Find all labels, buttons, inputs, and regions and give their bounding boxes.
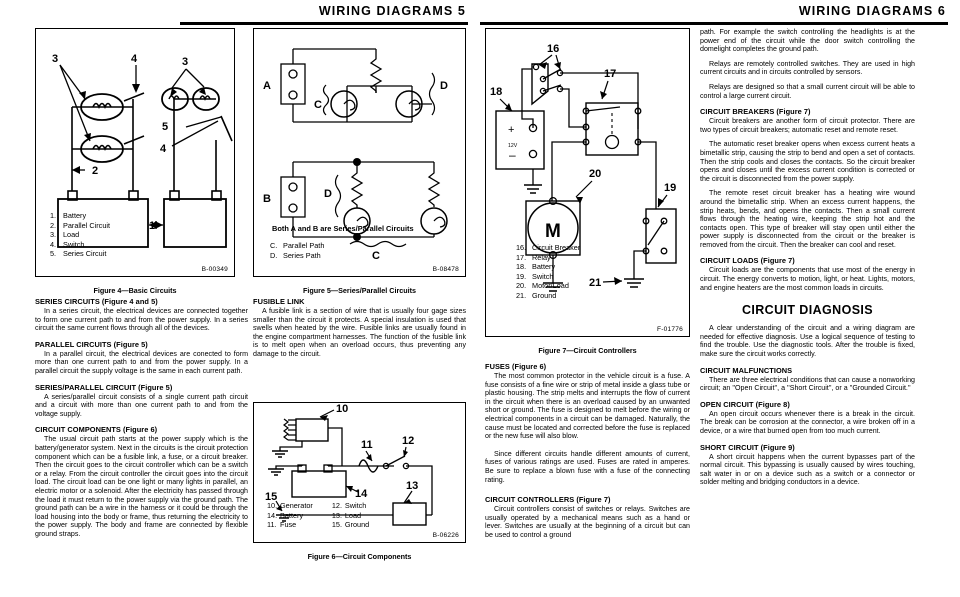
running-head-right xyxy=(480,4,954,26)
legend-item: 2. Parallel Circuit xyxy=(50,220,111,230)
figure-5-frame xyxy=(253,28,466,277)
svg-text:+: + xyxy=(508,124,515,136)
body-circuit-malfunctions: There are three electrical conditions that can cause a nonworking circuit; an ''Open Circuit'', a ''Short Circuit'', or a ''Grounded Circuit.'' xyxy=(700,375,915,393)
svg-text:16: 16 xyxy=(547,43,560,55)
body-short-circuit: A short circuit happens when the current bypasses part of the normal circuit. This bypassing is usually caused by wires touching, salt water in or on a device such as a switch or a connector or solder melting and bridging conductors in a device. xyxy=(700,452,915,487)
body-circuit-loads: Circuit loads are the components that use most of the energy in circuit. The energy converts to motion, light, or heat. Lights, motors, and engine heaters are the most common loads in circuits. xyxy=(700,266,915,292)
svg-text:B: B xyxy=(263,193,271,205)
heading-circuit-breakers: CIRCUIT BREAKERS (Figure 7) xyxy=(700,107,811,117)
figure-7-legend xyxy=(516,243,580,301)
running-head-left xyxy=(180,4,474,26)
svg-text:1: 1 xyxy=(149,220,156,232)
running-head-right-title: WIRING DIAGRAMS 6 xyxy=(798,4,946,18)
figure-4-frame xyxy=(35,28,235,277)
svg-text:2: 2 xyxy=(92,165,99,177)
legend-item: 20. Motor/Load xyxy=(516,281,569,291)
svg-text:–: – xyxy=(509,148,516,162)
heading-open-circuit: OPEN CIRCUIT (Figure 8) xyxy=(700,399,790,409)
svg-text:4: 4 xyxy=(160,143,167,155)
figure-4-caption: Figure 4—Basic Circuits xyxy=(93,286,177,295)
legend-item: 19. Switch xyxy=(516,271,554,281)
svg-text:14: 14 xyxy=(355,488,368,500)
svg-text:10: 10 xyxy=(336,403,349,415)
figure-5-drawing xyxy=(254,29,464,275)
text-column-3 xyxy=(485,362,690,546)
legend-item: 21. Ground xyxy=(516,290,557,300)
text-column-2 xyxy=(253,297,466,365)
body-open-circuit: An open circuit occurs whenever there is a break in the circuit. The break can be corrosion at the connector, a wire broken off in a device, or a wire that burned open from too much current. xyxy=(700,409,915,435)
svg-text:12: 12 xyxy=(402,435,415,447)
svg-text:19: 19 xyxy=(664,182,677,194)
heading-circuit-components: CIRCUIT COMPONENTS (Figure 6) xyxy=(35,425,158,435)
figure-5-note: Both A and B are Series/Parallel Circuits xyxy=(272,224,414,233)
svg-text:3: 3 xyxy=(182,56,189,68)
legend-item: 5. Series Circuit xyxy=(50,249,107,259)
text-column-4 xyxy=(700,28,915,493)
svg-text:C: C xyxy=(314,99,322,111)
svg-text:20: 20 xyxy=(589,168,602,180)
body-parallel-circuits: In a parallel circuit, the electrical devices are conected to form more than one current path to and from the power supply. In a parallel circuit the supply voltage is the same in each current path. xyxy=(35,349,248,375)
figure-6-legend-left xyxy=(267,501,313,530)
battery-voltage-label: 12V xyxy=(508,143,518,149)
legend-item: C. Parallel Path xyxy=(270,241,325,250)
legend-item: 3. Load xyxy=(50,230,80,240)
legend-item: 16. Circuit Breaker xyxy=(516,243,581,252)
body-fuses-1: The most common protector in the vehicle circuit is a fuse. A fuse consists of a fine wire or strip of metal inside a glass tube or plastic housing. The strip melts and interrupts the flow of current in the circuit when there is an overload caused by an unwanted short or ground. The fuse is designed to melt before the wiring or electrical components in a circuit can be damaged. Naturally, the cause must be located and corrected before the fuse is replaced or the new fuse will also blow. xyxy=(485,372,690,441)
svg-text:5: 5 xyxy=(162,121,169,133)
figure-7-caption: Figure 7—Circuit Controllers xyxy=(538,346,637,355)
svg-text:C: C xyxy=(372,250,380,262)
legend-item: D. Series Path xyxy=(270,250,321,260)
running-head-left-rule xyxy=(180,22,468,25)
text-column-1 xyxy=(35,297,248,544)
figure-5-code: B-08478 xyxy=(432,266,459,273)
legend-item: 18. Battery xyxy=(516,262,556,272)
heading-fusible-link: FUSIBLE LINK xyxy=(253,297,305,306)
svg-text:17: 17 xyxy=(604,68,617,80)
svg-text:A: A xyxy=(263,80,271,92)
heading-fuses: FUSES (Figure 6) xyxy=(485,362,547,371)
legend-item: 10. Generator xyxy=(267,501,313,510)
body-controllers-cont-3: Relays are designed so that a small current circuit will be able to control a large current circuit. xyxy=(700,82,915,100)
body-circuit-components: The usual circuit path starts at the power supply which is the battery/generator system. Next in the circuits is the circuit protection component which can be a fusible link, a fuse, or a circuit breaker. Then the circuit goes to the circuit controller which can be a switch or a relay. From the circuit controller the circuit goes into the circuit load. The circuit load can be one light or many lights in parallel, an electric motor or a solenoid. After the electricity has passed through the load it must return to the power supply via the ground path. The ground path can be a wire in the harness or it could be through the load housing into the body or frame, thus returning the electricity to the power supply. The body and frame are connected by flexible ground straps. xyxy=(35,435,248,538)
heading-series-circuits: SERIES CIRCUITS (Figure 4 and 5) xyxy=(35,297,158,306)
heading-circuit-controllers: CIRCUIT CONTROLLERS (Figure 7) xyxy=(485,495,611,505)
heading-parallel-circuits: PARALLEL CIRCUITS (Figure 5) xyxy=(35,339,148,349)
svg-text:15: 15 xyxy=(265,491,278,503)
svg-text:18: 18 xyxy=(490,86,503,98)
figure-5-caption: Figure 5—Series/Parallel Circuits xyxy=(302,286,417,295)
legend-item: 17. Relay xyxy=(516,252,551,262)
body-controllers-cont-1: path. For example the switch controlling the headlights is at the power end of the circuit while the door switch controlling the domelight completes the ground path. xyxy=(700,28,915,54)
body-fusible-link: A fusible link is a section of wire that is usually four gage sizes smaller than the circuit it protects. A special insulation is used that swells when heated by the wire. Fusible links are usually found in the engine compartment harnesses. The function of the fusible link is to melt open when an overload occurs, thus preventing any damage to the circuit. xyxy=(253,307,466,358)
heading-circuit-malfunctions: CIRCUIT MALFUNCTIONS xyxy=(700,365,793,375)
running-head-right-rule xyxy=(480,22,948,25)
svg-text:13: 13 xyxy=(406,480,419,492)
body-circuit-breakers-2: The automatic reset breaker opens when excess current heats a bimetallic strip, causing the strip to bend and open a set of contacts. Then the strip cools and closes the contacts. So the circuit breaker opens and closes until the excess current condition is corrected or the circuit is disconnected from the power supply. xyxy=(700,140,915,183)
figure-6-frame xyxy=(253,402,466,543)
heading-circuit-loads: CIRCUIT LOADS (Figure 7) xyxy=(700,256,795,266)
figure-4-legend xyxy=(50,211,110,259)
heading-series-parallel-circuit: SERIES/PARALLEL CIRCUIT (Figure 5) xyxy=(35,382,173,392)
body-series-circuits: In a series circuit, the electrical devices are connected together to form one current path to and from the power supply. In a series circuit the same current flows through all of the devices. xyxy=(35,307,248,333)
svg-text:D: D xyxy=(324,188,332,200)
svg-text:D: D xyxy=(440,80,448,92)
running-head-left-title: WIRING DIAGRAMS 5 xyxy=(318,4,466,18)
svg-text:11: 11 xyxy=(361,439,373,451)
svg-text:3: 3 xyxy=(52,53,59,65)
legend-item: 1. Battery xyxy=(50,211,87,220)
figure-6-code: B-06226 xyxy=(432,532,459,539)
body-series-parallel-circuit: A series/parallel circuit consists of a single current path circuit and a circuit with more than one current path to and from the voltage supply. xyxy=(35,392,248,418)
figure-6-legend xyxy=(267,501,369,530)
legend-item: 14. Battery xyxy=(267,510,304,520)
figure-5-legend xyxy=(270,241,324,260)
legend-item: 15. Ground xyxy=(331,520,370,530)
heading-circuit-diagnosis: CIRCUIT DIAGNOSIS xyxy=(741,303,874,318)
svg-text:21: 21 xyxy=(589,277,602,289)
page-right xyxy=(480,0,960,597)
figure-6-caption: Figure 6—Circuit Components xyxy=(307,552,412,561)
body-fuses-2: Since different circuits handle different amounts of current, fuses of various ratings are used. Fuses are rated in amperes. Be sure to replace a blown fuse with a fuse of the connecting rating. xyxy=(485,449,690,484)
figure-7-code: F-01776 xyxy=(657,326,683,333)
figure-6-legend-right xyxy=(332,501,369,530)
body-circuit-breakers-3: The remote reset circuit breaker has a heating wire wound around the bimetallic strip. When an excess current happens, the strip heats, bends, and opens the contacts. Then a small current flows through the heating wire, keeping the strip hot and the contacts open. This type of breaker will stay open until either the power supply is disconnected from the circuit or the breaker is removed from the circuit. Then the breaker can cool and reset. xyxy=(700,189,915,249)
motor-symbol-label: M xyxy=(545,221,561,242)
figure-7-frame xyxy=(485,28,690,337)
heading-short-circuit: SHORT CIRCUIT (Figure 9) xyxy=(700,442,795,452)
body-circuit-breakers-1: Circuit breakers are another form of circuit protector. There are two types of circuit breakers; automatic reset and remote reset. xyxy=(700,117,915,134)
legend-item: 11. Fuse xyxy=(267,520,297,530)
svg-text:4: 4 xyxy=(131,53,138,65)
body-circuit-controllers: Circuit controllers consist of switches or relays. Switches are usually operated by a mechanical means such as a hand or lever. Switches are usually at the beginning of a circuit but can be used to control a ground xyxy=(485,505,690,539)
legend-item: 4. Switch xyxy=(50,239,85,249)
legend-item: 13. Load xyxy=(331,510,362,520)
legend-item: 12. Switch xyxy=(331,501,367,510)
figure-4-code: B-00349 xyxy=(201,266,228,273)
body-controllers-cont-2: Relays are remotely controlled switches. They are used in high current circuits and in circuits controlled by sensors. xyxy=(700,59,915,77)
body-circuit-diagnosis: A clear understanding of the circuit and a wiring diagram are needed for effective diagnosis. Use a logical sequence of testing to find the trouble. Use the diagnostic tools. After the trouble is fixed, make sure the circuit works correctly. xyxy=(700,324,915,359)
